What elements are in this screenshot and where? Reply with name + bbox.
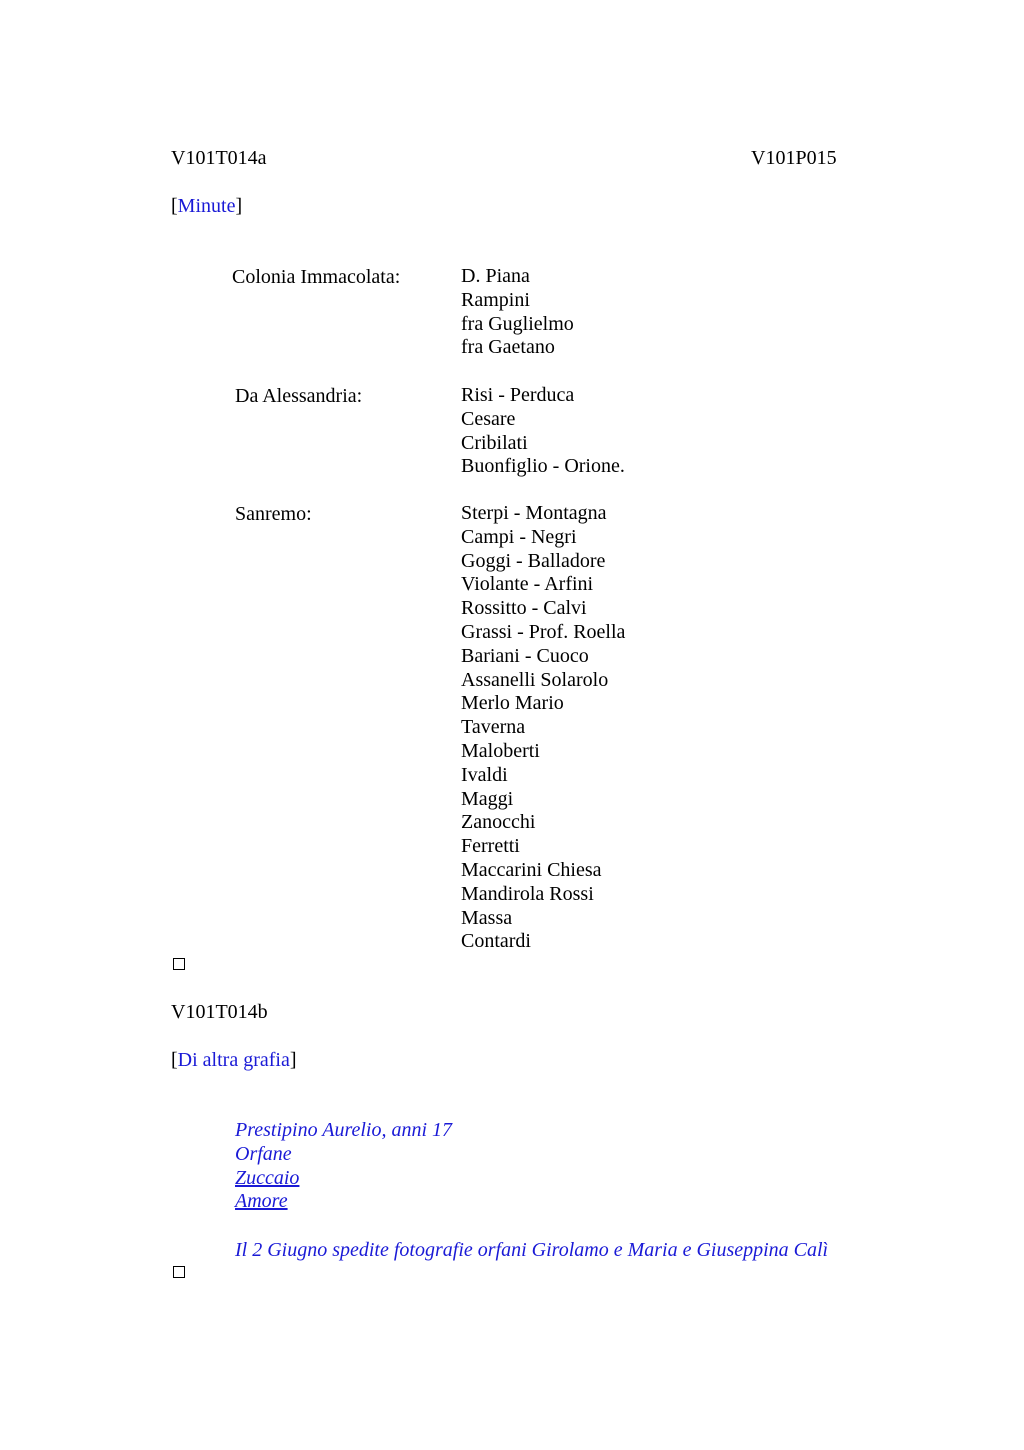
list-item: Rampini (461, 288, 530, 311)
list-item: Grassi - Prof. Roella (461, 620, 626, 643)
list-item: Buonfiglio - Orione. (461, 455, 625, 478)
bracket-open: [ (171, 195, 178, 217)
list-item: Taverna (461, 716, 526, 739)
list-item: Zuccaio (235, 1166, 300, 1189)
group-label-sanremo: Sanremo: (235, 503, 312, 525)
list-item: fra Guglielmo (461, 312, 574, 335)
list-item: Maloberti (461, 739, 540, 762)
handwritten-list (235, 1119, 452, 1214)
list-item: Violante - Arfini (461, 573, 594, 596)
list-item: Cribilati (461, 431, 528, 454)
group-list-colonia (461, 265, 574, 360)
group-list-alessandria (461, 384, 625, 479)
note-minute: Minute (177, 195, 236, 217)
bracket-close: ] (289, 1049, 297, 1071)
list-item: Sterpi - Montagna (461, 502, 607, 524)
list-item: Rossitto - Calvi (461, 597, 587, 620)
list-item: Mandirola Rossi (461, 882, 594, 905)
note-di-altra-grafia: Di altra grafia (177, 1049, 290, 1071)
list-item: Campi - Negri (461, 525, 577, 548)
list-item: Cesare (461, 407, 516, 430)
group-label-alessandria: Da Alessandria: (235, 385, 363, 407)
list-item: Goggi - Balladore (461, 549, 606, 572)
list-item: Maggi (461, 787, 514, 810)
page-code: V101P015 (751, 147, 837, 169)
list-item: Contardi (461, 930, 531, 953)
list-item: fra Gaetano (461, 336, 555, 359)
end-marker-icon (173, 958, 185, 970)
closing-note: Il 2 Giugno spedite fotografie orfani Girolamo e Maria e Giuseppina Calì (235, 1239, 829, 1261)
end-marker-icon (173, 1266, 185, 1278)
list-item: Massa (461, 906, 513, 929)
list-item: Merlo Mario (461, 692, 564, 715)
section-a-code: V101T014a (171, 147, 267, 169)
group-label-colonia: Colonia Immacolata: (232, 266, 401, 288)
section-a-note (171, 194, 242, 218)
section-b-note (171, 1048, 297, 1072)
list-item: Ivaldi (461, 763, 508, 786)
list-item: Orfane (235, 1142, 292, 1165)
list-item: Assanelli Solarolo (461, 668, 609, 691)
bracket-open: [ (171, 1049, 178, 1071)
list-item: Prestipino Aurelio, anni 17 (235, 1119, 453, 1141)
section-b-code: V101T014b (171, 1001, 268, 1023)
bracket-close: ] (235, 195, 243, 217)
list-item: Zanocchi (461, 811, 536, 834)
list-item: D. Piana (461, 265, 530, 287)
list-item: Amore (235, 1190, 288, 1213)
list-item: Maccarini Chiesa (461, 858, 602, 881)
list-item: Ferretti (461, 835, 520, 858)
list-item: Bariani - Cuoco (461, 644, 589, 667)
group-list-sanremo (461, 502, 625, 954)
list-item: Risi - Perduca (461, 384, 575, 406)
